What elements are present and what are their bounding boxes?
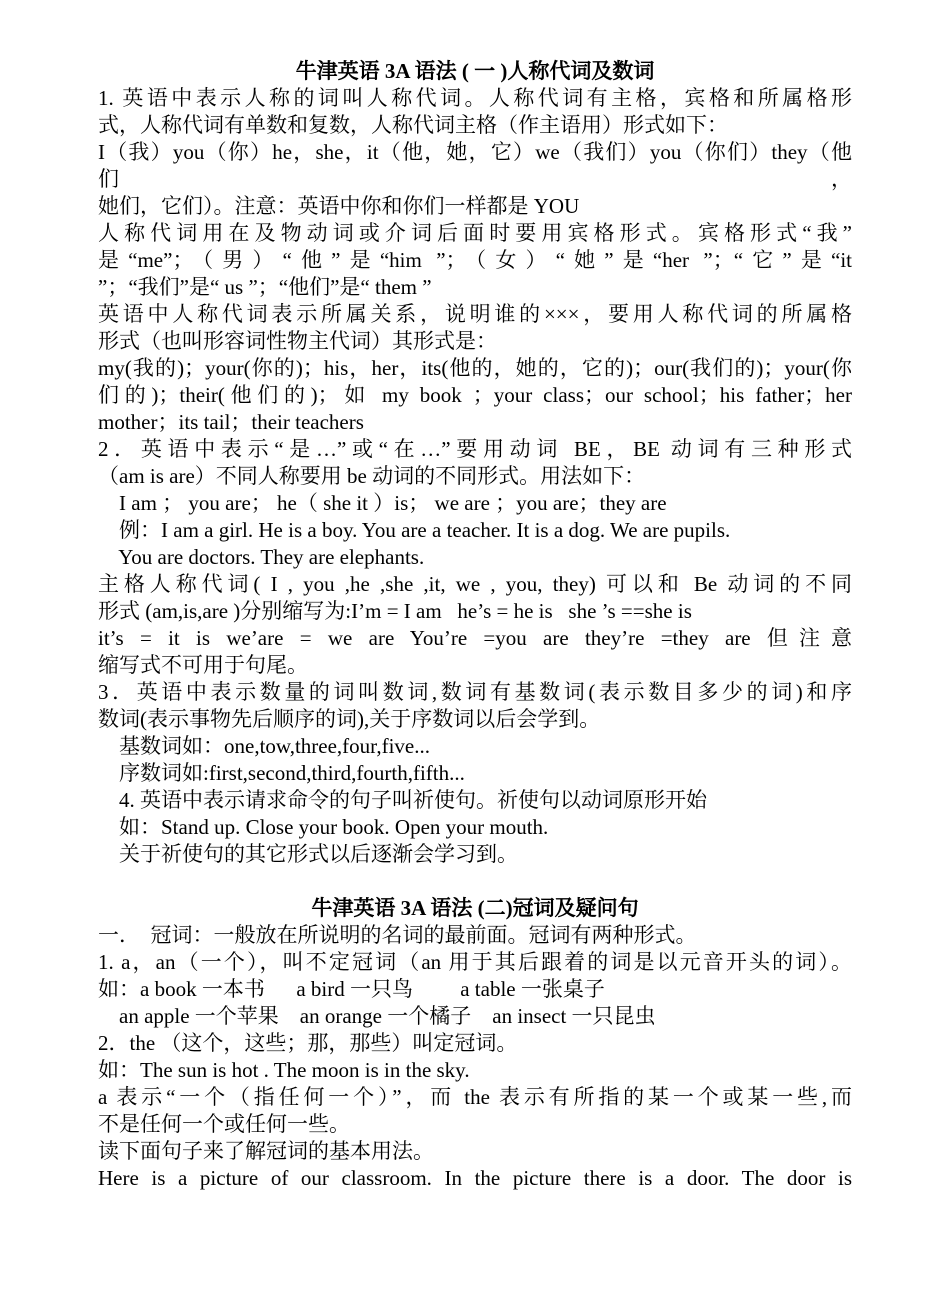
section1-line: 缩写式不可用于句尾。	[98, 653, 308, 677]
section2-line: 如：a book 一本书 a bird 一只鸟 a table 一张桌子	[98, 977, 605, 1001]
section1-line: （am is are）不同人称要用 be 动词的不同形式。用法如下：	[98, 464, 646, 488]
section1-line: 主格人称代词( I , you ,he ,she ,it, we , you, they) 可以和 Be 动词的不同	[98, 572, 852, 596]
section1-line: 2．英语中表示“是…”或“在…”要用动词 BE，BE 动词有三种形式	[98, 437, 852, 461]
section1-body	[98, 85, 852, 868]
section1-line: 们的)；their(他们的)；如 my book ；your class；our school；his father；her	[98, 383, 852, 407]
section2-line: Here is a picture of our classroom. In the picture there is a door. The door is	[98, 1166, 852, 1190]
section1-line: ”；“我们”是“ us ”；“他们”是“ them ”	[98, 275, 432, 299]
section1-line: mother；its tail；their teachers	[98, 410, 364, 434]
section2-title: 牛津英语 3A 语法 (二)冠词及疑问句	[311, 896, 639, 920]
section1-line: 序数词如:first,second,third,fourth,fifth...	[98, 761, 465, 785]
section1-line: I am ； you are； he（ she it ）is； we are ；you are；they are	[98, 491, 667, 515]
section1-line: 4. 英语中表示请求命令的句子叫祈使句。祈使句以动词原形开始	[98, 788, 707, 812]
section1-line: I（我）you（你）he，she，it（他，她，它）we（我们）you（你们）they（他们，	[98, 140, 852, 191]
section1-line: 例：I am a girl. He is a boy. You are a teacher. It is a dog. We are pupils.	[98, 518, 731, 542]
section1-line: 如：Stand up. Close your book. Open your mouth.	[98, 815, 549, 839]
section1-line: 数词(表示事物先后顺序的词),关于序数词以后会学到。	[98, 707, 601, 731]
section1-line: 1. 英语中表示人称的词叫人称代词。人称代词有主格，宾格和所属格形	[98, 86, 852, 110]
section2-line: 1. a，an（一个），叫不定冠词（an 用于其后跟着的词是以元音开头的词）。	[98, 950, 852, 974]
section2-line: 2．the （这个，这些；那，那些）叫定冠词。	[98, 1031, 518, 1055]
section1-line: 形式（也叫形容词性物主代词）其形式是：	[98, 329, 497, 353]
section1-line: 基数词如：one,tow,three,four,five...	[98, 734, 430, 758]
section1-line: 形式 (am,is,are )分别缩写为:I’m = I am he’s = he is she ’s ==she is	[98, 599, 692, 623]
section2-line: 如：The sun is hot . The moon is in the sky.	[98, 1058, 470, 1082]
section1-line: 3．英语中表示数量的词叫数词,数词有基数词(表示数目多少的词)和序	[98, 680, 852, 704]
section1-line: my(我的)；your(你的)；his，her，its(他的，她的，它的)；our(我们的)；your(你	[98, 356, 852, 380]
section-spacer	[98, 868, 852, 895]
section1-line: 式，人称代词有单数和复数，人称代词主格（作主语用）形式如下：	[98, 113, 728, 137]
section1-line: 英语中人称代词表示所属关系，说明谁的×××，要用人称代词的所属格	[98, 302, 852, 326]
section1-line: 人称代词用在及物动词或介词后面时要用宾格形式。宾格形式“我”	[98, 221, 852, 245]
section2-line: a 表示“一个（指任何一个）”，而 the 表示有所指的某一个或某一些,而	[98, 1085, 852, 1109]
section2-line: an apple 一个苹果 an orange 一个橘子 an insect 一只昆虫	[98, 1004, 656, 1028]
section2-line: 一． 冠词：一般放在所说明的名词的最前面。冠词有两种形式。	[98, 923, 697, 947]
document-page	[98, 58, 852, 1192]
section1-title: 牛津英语 3A 语法 ( 一 )人称代词及数词	[295, 59, 655, 83]
section1-line: You are doctors. They are elephants.	[98, 545, 425, 569]
section1-line: 她们，它们）。注意：英语中你和你们一样都是 YOU	[98, 194, 580, 218]
section2-line: 读下面句子来了解冠词的基本用法。	[98, 1139, 434, 1163]
section2-body	[98, 922, 852, 1192]
section2-line: 不是任何一个或任何一些。	[98, 1112, 350, 1136]
section1-line: it’s = it is we’are = we are You’re =you are they’re =they are 但注意	[98, 626, 852, 650]
section1-line: 是“me”；（男）“他”是“him ”；（女）“她”是“her ”；“它”是“it	[98, 248, 852, 272]
section1-line: 关于祈使句的其它形式以后逐渐会学习到。	[98, 842, 518, 866]
